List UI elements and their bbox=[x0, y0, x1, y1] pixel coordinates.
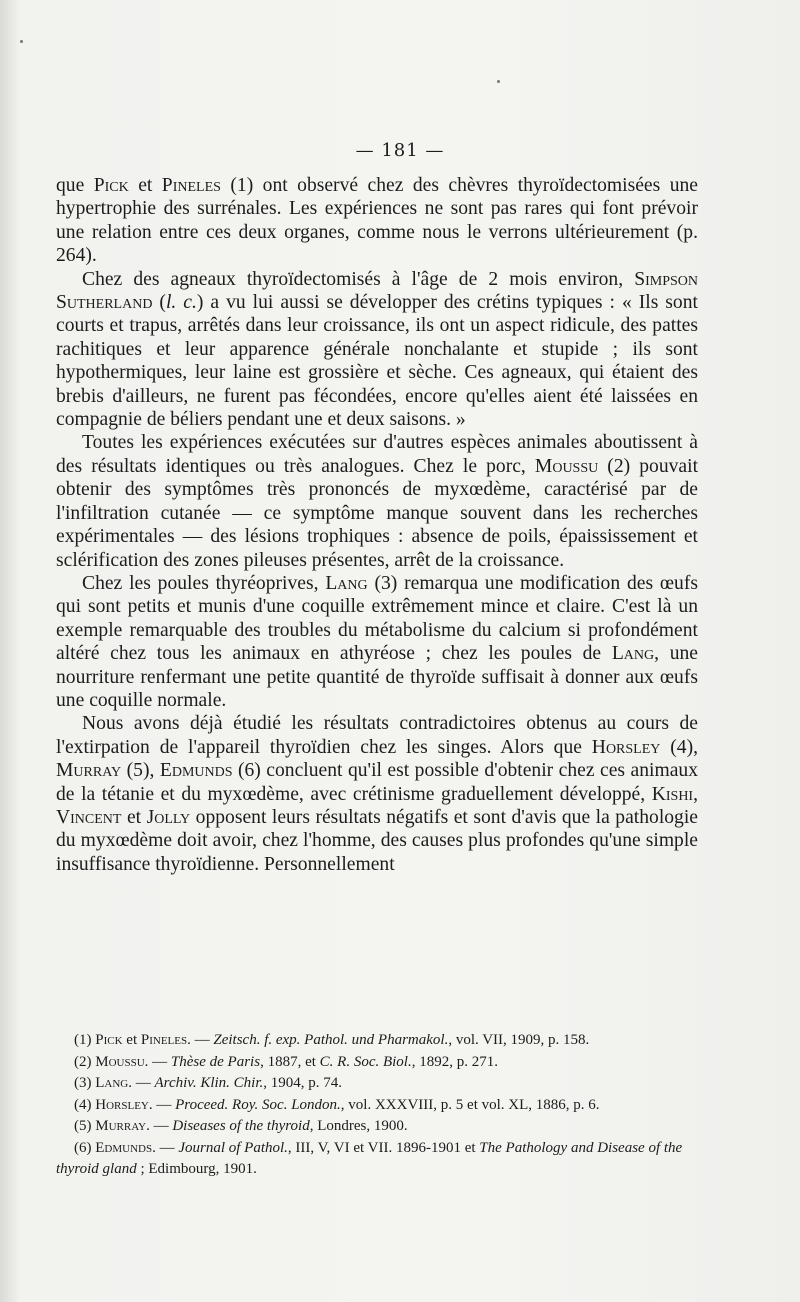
paragraph: que Pick et Pineles (1) ont observé chez des chèvres thyroïdectomisées une hypertrophie des surrénales. Les expériences ne sont pas rares qui font prévoir une relation entre ces deux organes, comme nous le verrons ultérieurement (p. 264). bbox=[56, 175, 698, 267]
footnote: (3) Lang. — Archiv. Klin. Chir., 1904, p. 74. bbox=[74, 1075, 342, 1091]
footnotes bbox=[56, 1030, 698, 1181]
paragraph: Nous avons déjà étudié les résultats contradictoires obtenus au cours de l'extirpation de l'appareil thyroïdien chez les singes. Alors que Horsley (4), Murray (5), Edmunds (6) concluent qu'il est possible d'obtenir chez ces animaux de la tétanie et du myxœdème, avec crétinisme graduellement développé, Kishi, Vincent et Jolly opposent leurs résultats négatifs et sont d'avis que la pathologie du myxœdème doit avoir, chez l'homme, des causes plus profondes qu'une simple insuffisance thyroïdienne. Personnellement bbox=[56, 713, 698, 875]
footnote: (6) Edmunds. — Journal of Pathol., III, V, VI et VII. 1896-1901 et The Pathology and Disease of the thyroid gland ; Edimbourg, 1901. bbox=[56, 1139, 683, 1177]
paper-speck bbox=[20, 40, 23, 43]
paragraph: Chez des agneaux thyroïdectomisés à l'âge de 2 mois environ, Simpson Sutherland (l. c.) a vu lui aussi se développer des crétins typiques : « Ils sont courts et trapus, arrêtés dans leur croissance, ils ont un aspect ridicule, des pattes rachitiques et leur apparence générale nonchalante et stupide ; ils sont hypothermiques, leur laine est grossière et sèche. Ces agneaux, qui étaient des brebis d'ailleurs, ne furent pas fécondées, encore qu'elles aient été laissées en compagnie de béliers pendant une et deux saisons. » bbox=[56, 268, 698, 431]
footnote: (4) Horsley. — Proceed. Roy. Soc. London., vol. XXXVIII, p. 5 et vol. XL, 1886, p. 6. bbox=[74, 1096, 600, 1113]
footnote: (5) Murray. — Diseases of the thyroid, Londres, 1900. bbox=[74, 1118, 408, 1134]
main-text bbox=[56, 174, 698, 876]
paper-speck bbox=[497, 80, 500, 83]
footnote: (2) Moussu. — Thèse de Paris, 1887, et C. R. Soc. Biol., 1892, p. 271. bbox=[74, 1053, 498, 1070]
footnote: (1) Pick et Pineles. — Zeitsch. f. exp. Pathol. und Pharmakol., vol. VII, 1909, p. 158. bbox=[74, 1032, 590, 1048]
page-number: — 181 — bbox=[355, 140, 445, 161]
paragraph: Chez les poules thyréoprives, Lang (3) remarqua une modification des œufs qui sont petits et munis d'une coquille extrêmement mince et claire. C'est là un exemple remarquable des troubles du métabolisme du calcium si profondément altéré chez tous les animaux en athyréose ; chez les poules de Lang, une nourriture renfermant une petite quantité de thyroïde suffisait à donner aux œufs une coquille normale. bbox=[56, 572, 698, 711]
paragraph: Toutes les expériences exécutées sur d'autres espèces animales aboutissent à des résultats identiques ou très analogues. Chez le porc, Moussu (2) pouvait obtenir des symptômes très prononcés de myxœdème, caractérisé par de l'infiltration cutanée — ce symptôme manque souvent dans les recherches expérimentales — des lésions trophiques : absence de poils, épaississement et sclérification des zones pileuses présentes, arrêt de la croissance. bbox=[56, 432, 699, 571]
